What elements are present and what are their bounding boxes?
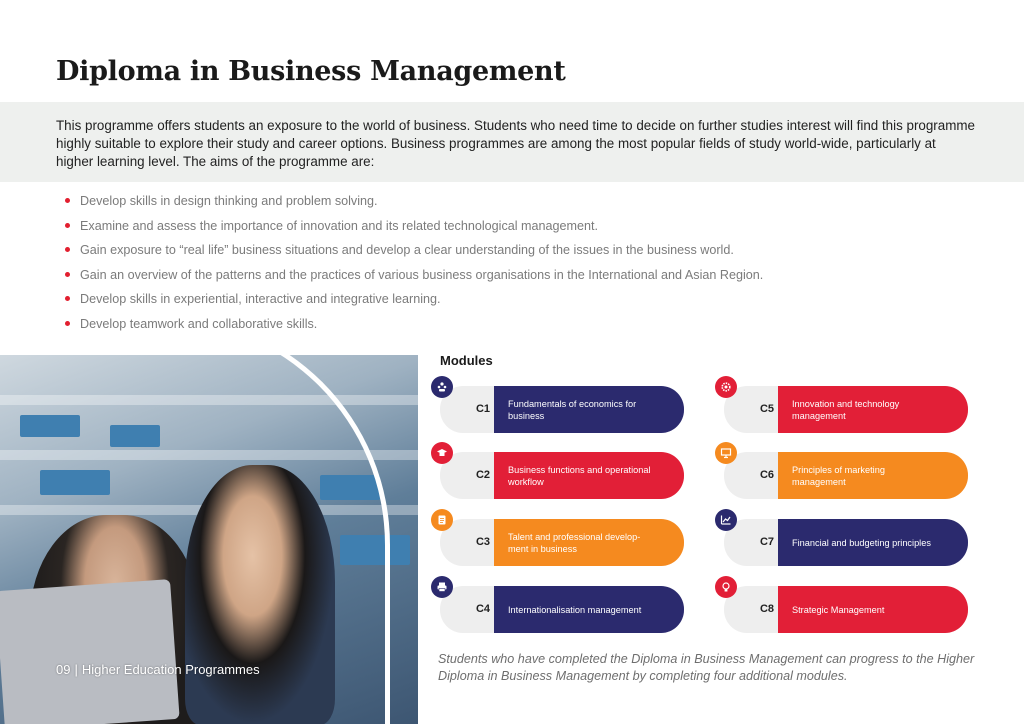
- list-item: [62, 316, 982, 341]
- bullet-icon: [65, 247, 70, 252]
- list-item: [62, 218, 982, 243]
- module-c6: [724, 452, 968, 499]
- intro-paragraph: This programme offers students an exposure to the world of business. Students who need time to decide on further studies interest will find this programme highly suitable to explore their study and career options. Business programmes are among the most popular fields of study world-wide, particularly at higher learning level. The aims of the programme are:: [56, 118, 975, 169]
- graduation-cap-icon: [431, 442, 453, 464]
- module-name: Financial and budgeting principles: [792, 537, 931, 548]
- module-code: C2: [475, 469, 491, 481]
- module-c7: [724, 519, 968, 566]
- bullet-icon: [65, 321, 70, 326]
- page-number: 09: [56, 662, 71, 677]
- list-item: [62, 193, 982, 218]
- module-name: Principles of marketing management: [792, 464, 885, 487]
- lightbulb-icon: [715, 576, 737, 598]
- bullet-icon: [65, 296, 70, 301]
- module-name: Talent and professional develop-ment in business: [508, 531, 641, 554]
- list-item: [62, 291, 982, 316]
- aim-text: Gain exposure to “real life” business situations and develop a clear understanding of the issues in the business world.: [80, 243, 734, 257]
- module-name: Innovation and technology management: [792, 398, 900, 421]
- module-code: C5: [759, 403, 775, 415]
- page-footer: [56, 662, 260, 677]
- list-item: [62, 242, 982, 267]
- aim-text: Examine and assess the importance of innovation and its related technological management.: [80, 218, 599, 233]
- footer-section: Higher Education Programmes: [81, 662, 260, 677]
- aims-list: [62, 193, 982, 340]
- module-c3: [440, 519, 684, 566]
- module-code: C1: [475, 403, 491, 415]
- aim-text: Gain an overview of the patterns and the practices of various business organisations in the International and Asian Region.: [80, 267, 764, 282]
- module-c5: [724, 386, 968, 433]
- module-name: Business functions and operational workflow: [508, 464, 651, 487]
- module-code: C8: [759, 603, 775, 615]
- bullet-icon: [65, 223, 70, 228]
- module-name: Strategic Management: [792, 604, 885, 615]
- list-item: [62, 267, 982, 292]
- page-title: Diploma in Business Management: [56, 56, 566, 87]
- module-c2: [440, 452, 684, 499]
- module-c8: [724, 586, 968, 633]
- document-icon: [431, 509, 453, 531]
- aim-text: Develop skills in experiential, interactive and integrative learning.: [80, 292, 441, 306]
- module-name: Internationalisation management: [508, 604, 642, 615]
- module-c1: [440, 386, 684, 433]
- aim-text: Develop teamwork and collaborative skills.: [80, 316, 318, 331]
- gear-icon: [715, 376, 737, 398]
- bullet-icon: [65, 198, 70, 203]
- bullet-icon: [65, 272, 70, 277]
- presentation-icon: [715, 442, 737, 464]
- progression-note: Students who have completed the Diploma in Business Management can progress to the Higher Diploma in Business Management by completing four additional modules.: [438, 652, 975, 683]
- module-code: C7: [759, 536, 775, 548]
- module-code: C6: [759, 469, 775, 481]
- modules-heading: Modules: [440, 353, 493, 368]
- team-icon: [431, 376, 453, 398]
- chart-icon: [715, 509, 737, 531]
- module-code: C3: [475, 536, 491, 548]
- module-code: C4: [475, 603, 491, 615]
- module-name: Fundamentals of economics for business: [508, 398, 637, 421]
- module-c4: [440, 586, 684, 633]
- aim-text: Develop skills in design thinking and problem solving.: [80, 194, 378, 208]
- printer-icon: [431, 576, 453, 598]
- footer-separator: |: [74, 662, 78, 677]
